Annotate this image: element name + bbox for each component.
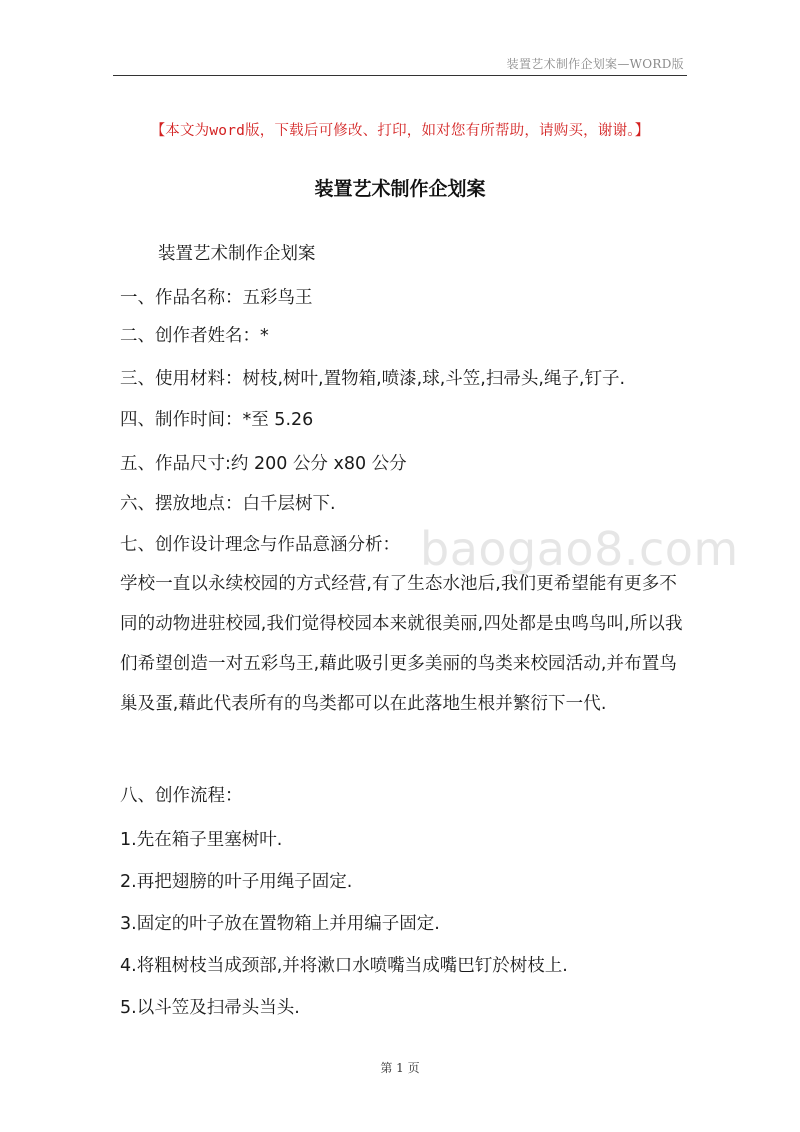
download-notice: 【本文为word版，下载后可修改、打印，如对您有所帮助，请购买，谢谢。】: [150, 123, 650, 139]
running-header: 装置艺术制作企划案—WORD版: [506, 57, 684, 71]
item-work-name: 一、作品名称：五彩鸟王: [120, 288, 313, 308]
header-divider: [113, 75, 687, 76]
item-design-concept: 七、创作设计理念与作品意涵分析：: [120, 535, 400, 555]
process-step-1: 1.先在箱子里塞树叶.: [120, 830, 283, 850]
process-step-5: 5.以斗笠及扫帚头当头.: [120, 998, 300, 1018]
process-step-4: 4.将粗树枝当成颈部,并将漱口水喷嘴当成嘴巴钉於树枝上.: [120, 956, 568, 976]
item-location: 六、摆放地点：白千层树下.: [120, 494, 336, 514]
process-step-3: 3.固定的叶子放在置物箱上并用编子固定.: [120, 914, 440, 934]
watermark: baogao8.com: [420, 522, 739, 576]
document-title: 装置艺术制作企划案: [314, 178, 486, 200]
item-materials: 三、使用材料：树枝,树叶,置物箱,喷漆,球,斗笠,扫帚头,绳子,钉子.: [120, 369, 626, 389]
item-creator-name: 二、创作者姓名：*: [120, 326, 269, 346]
page-number: 第 1 页: [380, 1061, 420, 1075]
item-work-size: 五、作品尺寸:约 200 公分 x80 公分: [120, 454, 407, 474]
subtitle-line: 装置艺术制作企划案: [158, 244, 316, 264]
process-step-2: 2.再把翅膀的叶子用绳子固定.: [120, 872, 353, 892]
process-heading: 八、创作流程：: [120, 786, 243, 806]
concept-paragraph: 学校一直以永续校园的方式经营,有了生态水池后,我们更希望能有更多不同的动物进驻校园,我们觉得校园本来就很美丽,四处都是虫鸣鸟叫,所以我们希望创造一对五彩鸟王,藉此吸引更多美丽的鸟类来校园活动,并布置鸟巢及蛋,藉此代表所有的鸟类都可以在此落地生根并繁衍下一代.: [120, 574, 683, 714]
item-production-time: 四、制作时间：*至 5.26: [120, 410, 314, 430]
